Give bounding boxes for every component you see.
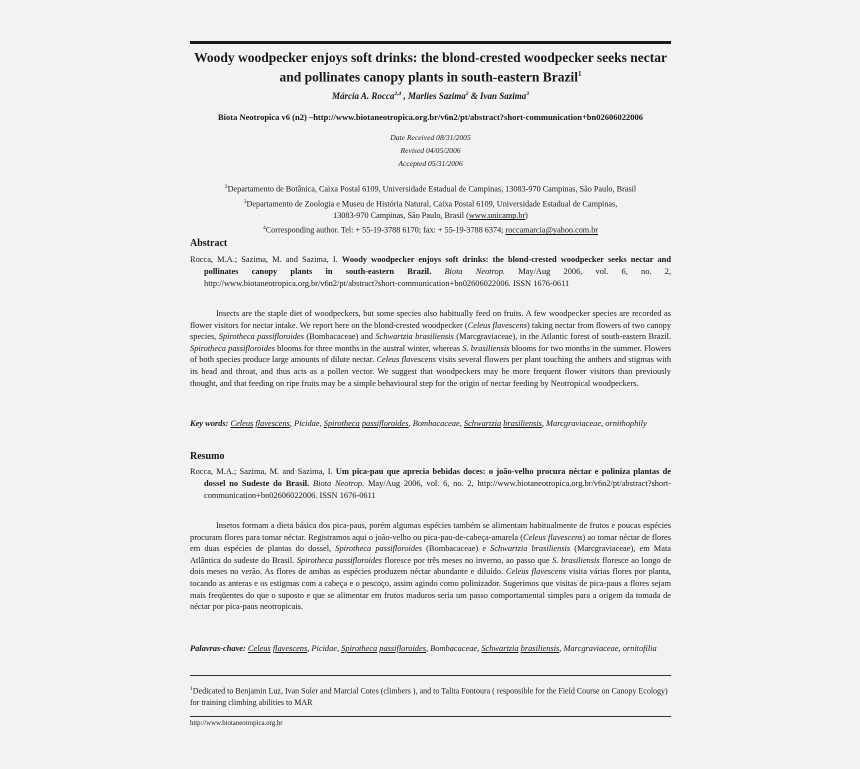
corresponding-email-link[interactable]: roccamarcia@yahoo.com.br bbox=[505, 226, 599, 236]
date-received: Date Received 08/31/2005 bbox=[390, 133, 471, 142]
paper-title: Woody woodpecker enjoys soft drinks: the blond-crested woodpecker seeks nectar and pollinates canopy plants in south-eastern Brazil$^1$ bbox=[194, 50, 667, 85]
footnote-rule bbox=[190, 675, 671, 676]
resumo-heading: Resumo bbox=[190, 451, 225, 462]
bottom-rule bbox=[190, 716, 671, 717]
abstract-keywords: Key words: Celeus flavescens, Picidae, Spirotheca passifloroides, Bombacaceae, Schwartzia brasiliensis, Marcgraviaceae, ornithophily bbox=[190, 419, 647, 428]
resumo-text: Insetos formam a dieta básica dos pica-paus, porém algumas espécies também se alimentam habitualmente de frutos e poucas espécies procuram flores para tomar néctar. Registramos aqui o joão-velho ou pica-pau-de-cabeça-amarela (Celeus flavescens) ao tomar néctar de flores em duas espécies de plantas do dossel, Spirotheca passifloroides (Bombacaceae) e Schwartzia brasiliensis (Marcgraviaceae), em Mata Atlântica do sudeste do Brasil. Spirotheca passifloroides floresce por três meses no inverno, ao passo que S. brasiliensis floresce ao longo de dois meses no verão. As flores de ambas as espécies produzem néctar abundante e diluído. Celeus flavescens visita várias flores por planta, tocando as anteras e os estigmas com a cabeça e o pescoço, assim agindo como polinizador. Sugerimos que visitas de pica-paus a flores sejam mais freqüentes do que o suposto e que se alimentar em frutos maduros seria um passo comportamental simples para a origem da tomada de néctar por pica-paus neotropicais. bbox=[190, 521, 672, 612]
top-rule bbox=[190, 41, 671, 44]
abstract-reference: Rocca, M.A.; Sazima, M. and Sazima, I. Woody woodpecker enjoys soft drinks: the blond-crested woodpecker seeks nectar and pollinates canopy plants in south-eastern Brazil. Biota Neotrop. May/Aug 2006, vol. 6, no. 2, http://www.biotaneotropica.org.br/v6n2/pt/abstract?short-communication+bn02606022006. ISSN 1676-0611 bbox=[190, 255, 671, 288]
resumo-keywords: Palavras-chave: Celeus flavescens, Picidae, Spirotheca passifloroides, Bombacaceae, Schwartzia brasiliensis, Marcgraviaceae, ornitofilia bbox=[190, 644, 657, 653]
date-accepted: Accepted 05/31/2006 bbox=[398, 159, 463, 168]
date-revised: Revised 04/05/2006 bbox=[400, 146, 461, 155]
journal-url[interactable]: http://www.biotaneotropica.org.br bbox=[190, 720, 283, 727]
footnote: $^1$Dedicated to Benjamin Luz, Ivan Soler and Marcial Cotes (climbers ), and to Talita Fontoura ( responsible for the Field Course on Canopy Ecology) for training climbing abilities to MAR bbox=[190, 686, 668, 707]
citation-line: Biota Neotropica v6 (n2) –http://www.biotaneotropica.org.br/v6n2/pt/abstract?short-communication+bn02606022006 bbox=[217, 112, 644, 122]
unicamp-link[interactable]: www.unicamp.br bbox=[468, 211, 526, 221]
date-block bbox=[190, 131, 671, 170]
affiliations: $^2$Departamento de Botânica, Caixa Postal 6109, Universidade Estadual de Campinas, 13083-970 Campinas, São Paulo, Brasil $^3$Departamento de Zoologia e Museu de História Natural, Caixa Postal 6109, Universidade Estadual de Campinas, 13083-970 Campinas, São Paulo, Brasil (www.unicamp.br) $^4$Corresponding author. Tel: + 55-19-3788 6170; fax: + 55-19-3788 6374; roccamarcia@yahoo.com.br bbox=[224, 184, 637, 236]
resumo-reference: Rocca, M.A.; Sazima, M. and Sazima, I. Um pica-pau que aprecia bebidas doces: o joão-velho procura néctar e poliniza plantas de dossel no Sudeste do Brasil. Biota Neotrop. May/Aug 2006, vol. 6, no. 2, http://www.biotaneotropica.org.br/v6n2/pt/abstract?short-communication+bn02606022006. ISSN 1676-0611 bbox=[190, 467, 671, 500]
abstract-heading: Abstract bbox=[190, 238, 228, 249]
abstract-text: Insects are the staple diet of woodpeckers, but some species also habitually feed on fruits. A few woodpecker species are recorded as flower visitors for nectar intake. We report here on the blond-crested woodpecker (Celeus flavescens) taking nectar from flowers of two canopy species, Spirotheca passifloroides (Bombacaceae) and Schwartzia brasiliensis (Marcgraviaceae), in the Atlantic forest of south-eastern Brazil. Spirotheca passifloroides blooms for three months in the austral winter, whereas S. brasiliensis blooms for two months in the summer. Flowers of both species produce large amounts of dilute nectar. Celeus flavescens visits several flowers per plant touching the anthers and stigmas with its head and throat, and thus acts as a pollen vector. We suggest that woodpeckers may be more frequent flower visitors than previously thought, and that feeding on ripe fruits may be a simple behavioural step for the origin of nectar feeding by Neotropical woodpeckers. bbox=[190, 309, 672, 388]
author-list: Márcia A. Rocca$^{2,4}$ , Marlies Sazima$^2$ & Ivan Sazima$^3$ bbox=[331, 91, 530, 101]
